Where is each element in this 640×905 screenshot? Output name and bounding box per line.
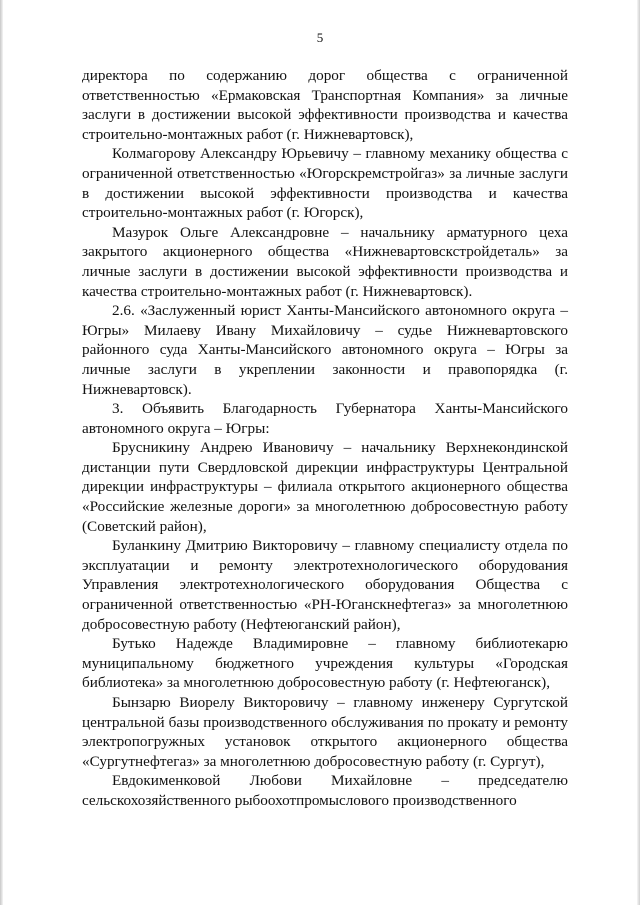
page-number: 5 [316, 30, 324, 45]
paragraph-butko: Бутько Надежде Владимировне – главному библиотекарю муниципальному бюджетного учреждения культуры «Городская библиотека» за многолетнюю добросовестную работу (г. Нефтеюганск), [82, 635, 568, 692]
paragraph-brusnikin: Брусникину Андрею Ивановичу – начальнику Верхнекондинской дистанции пути Свердловской дирекции инфраструктуры Центральной дирекции инфраструктуры – филиала открытого акционерного общества «Российские железные дороги» за многолетнюю добросовестную работу (Советский район), [82, 439, 568, 535]
paragraph-mazurok: Мазурок Ольге Александровне – начальнику арматурного цеха закрытого акционерного общества «Нижневартовскстройдеталь» за личные заслуги в достижении высокой эффективности производства и качества строительно-монтажных работ (г. Нижневартовск). [82, 223, 568, 300]
paragraph-kolmagorov: Колмагорову Александру Юрьевичу – главному механику общества с ограниченной ответственностью «Югорскремстройгаз» за личные заслуги в достижении высокой эффективности производства и качества строительно-монтажных работ (г. Югорск), [82, 145, 568, 222]
paragraph-bulankin: Буланкину Дмитрию Викторовичу – главному специалисту отдела по эксплуатации и ремонту электротехнологического оборудования Управления электротехнологического оборудования Общества с ограниченной ответственностью «РН-Юганскнефтегаз» за многолетнюю добросовестную работу (Нефтеюганский район), [82, 537, 568, 633]
scan-left-edge [0, 0, 3, 905]
paragraph-evdokimenkova: Евдокименковой Любови Михайловне – председателю сельскохозяйственного рыбоохотпромыслового производственного [82, 772, 568, 809]
paragraph-section-2-6: 2.6. «Заслуженный юрист Ханты-Мансийского автономного округа – Югры» Милаеву Ивану Михайловичу – судье Нижневартовского районного суда Ханты-Мансийского автономного округа – Югры за личные заслуги в укреплении законности и правопорядка (г. Нижневартовск). [82, 302, 568, 398]
document-body [82, 66, 568, 811]
paragraph-bynzar: Бынзарю Виорелу Викторовичу – главному инженеру Сургутской центральной базы производственного обслуживания по прокату и ремонту электропогружных установок открытого акционерного общества «Сургутнефтегаз» за многолетнюю добросовестную работу (г. Сургут), [82, 694, 568, 770]
paragraph-section-3: 3. Объявить Благодарность Губернатора Ханты-Мансийского автономного округа – Югры: [82, 400, 568, 437]
paragraph-direktor: директора по содержанию дорог общества с ограниченной ответственностью «Ермаковская Транспортная Компания» за личные заслуги в достижении высокой эффективности производства и качества строительно-монтажных работ (г. Нижневартовск), [82, 67, 568, 143]
